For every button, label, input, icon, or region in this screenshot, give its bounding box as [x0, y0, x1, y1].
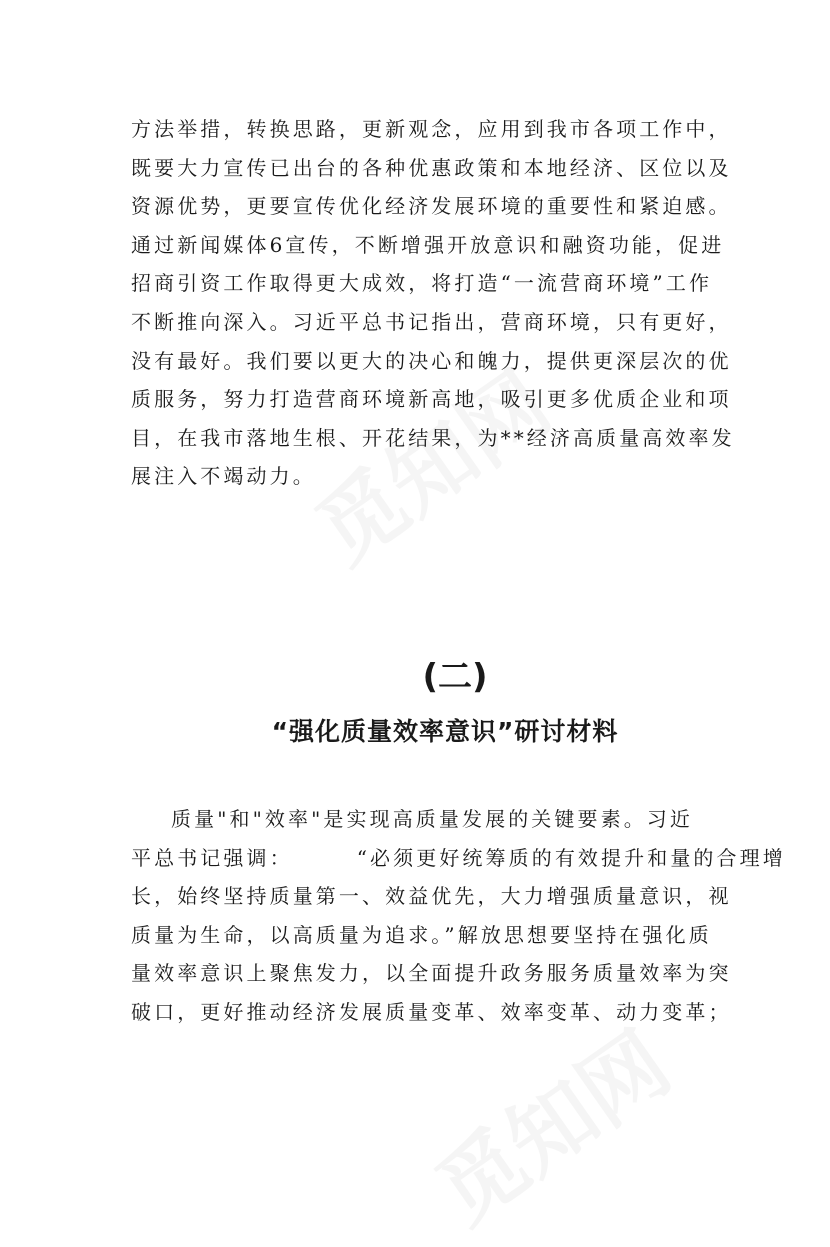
paragraph-line: 招商引资工作取得更大成效，将打造“一流营商环境”工作 — [131, 271, 713, 296]
paragraph-line-part: 平总书记强调： — [131, 845, 293, 870]
paragraph-line: 通过新闻媒体6宣传，不断增强开放意识和融资功能，促进 — [131, 232, 725, 257]
section-number: (二) — [422, 657, 488, 697]
paragraph-line — [131, 839, 786, 878]
body-paragraph-2 — [131, 800, 786, 1032]
paragraph-line: 展注入不竭动力。 — [131, 464, 316, 489]
watermark — [408, 997, 690, 1247]
paragraph-line: 没有最好。我们要以更大的决心和魄力，提供更深层次的优 — [131, 348, 732, 373]
paragraph-line: 不断推向深入。习近平总书记指出，营商环境，只有更好， — [131, 309, 732, 334]
body-paragraph-1 — [131, 110, 735, 496]
paragraph-line: 方法举措，转换思路，更新观念，应用到我市各项工作中， — [131, 117, 732, 141]
paragraph-line: 破口，更好推动经济发展质量变革、效率变革、动力变革； — [131, 999, 732, 1024]
paragraph-line: 长，始终坚持质量第一、效益优先，大力增强质量意识，视 — [131, 884, 732, 909]
paragraph-line: 质量"和"效率"是实现高质量发展的关键要素。习近 — [171, 807, 693, 831]
section-title: “强化质量效率意识”研讨材料 — [271, 717, 619, 746]
paragraph-line: 资源优势，更要宣传优化经济发展环境的重要性和紧迫感。 — [131, 194, 732, 219]
paragraph-line: 目，在我市落地生根、开花结果，为**经济高质量高效率发 — [131, 425, 735, 450]
paragraph-line: 既要大力宣传已出台的各种优惠政策和本地经济、区位以及 — [131, 155, 732, 180]
paragraph-line-part: “必须更好统筹质的有效提升和量的合理增 — [356, 845, 786, 870]
paragraph-line: 量效率意识上聚焦发力，以全面提升政务服务质量效率为突 — [131, 961, 732, 986]
paragraph-line: 质服务，努力打造营商环境新高地，吸引更多优质企业和项 — [131, 387, 732, 412]
paragraph-line: 质量为生命，以高质量为追求。”解放思想要坚持在强化质 — [131, 922, 712, 947]
